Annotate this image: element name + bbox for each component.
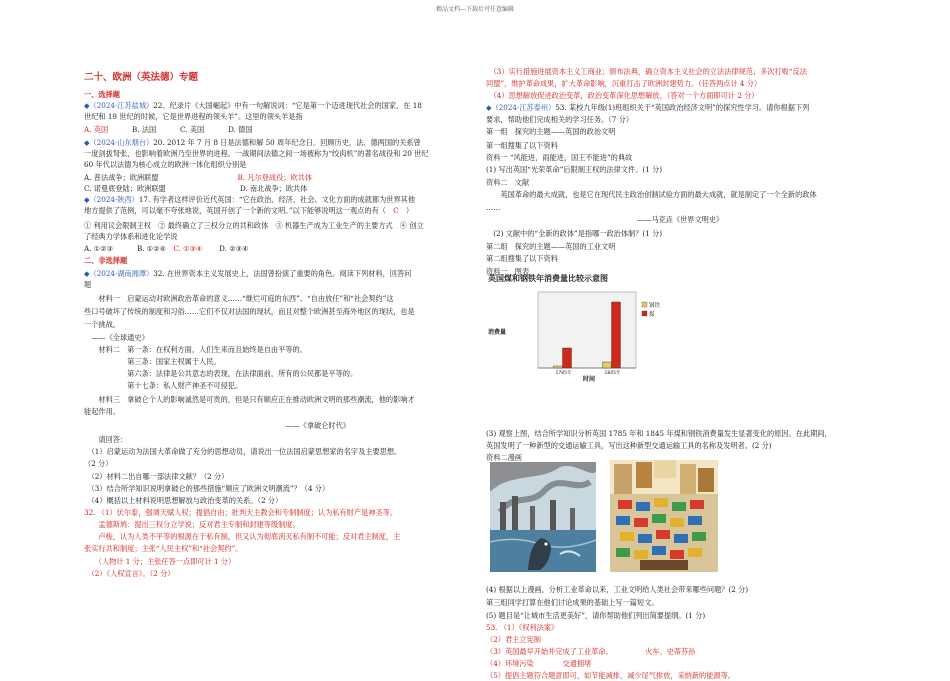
text-segment: ◆（2024·江苏盐城） (84, 101, 154, 110)
text-segment: 资料一 图表 (486, 267, 530, 276)
text-segment: 第三组同学打算在他们讨论成果的基础上写一篇短文。 (486, 598, 659, 607)
x-tick-label: 1845年 (604, 371, 621, 376)
right-line (486, 584, 748, 595)
text-segment: （2 分） (84, 459, 113, 468)
text-segment: （3）实行措施进展资本主义工商业；颁布法典，确立资本主义社会的立法法律规范；多次打败“反法 (486, 67, 807, 76)
text-segment: 第六条：法律是公共意志的表现，在法律面前，所有的公民都是平等的。 (84, 369, 358, 378)
left-line (84, 483, 329, 494)
left-line (84, 194, 415, 205)
right-line (486, 66, 807, 77)
left-line (84, 279, 91, 290)
left-line (84, 356, 221, 367)
text-segment: ——《全球通史》 (84, 333, 149, 342)
text-segment: 60 年代以法德为核心成立的欧洲一体化组织分别是 (84, 160, 247, 169)
text-segment: ◆（2024·陕西） (84, 195, 139, 204)
pollution-cartoon (490, 462, 596, 572)
right-line (486, 114, 633, 125)
left-line (84, 89, 120, 100)
right-line (486, 102, 809, 113)
text-segment: 卢梭，认为人类不平等的根源在于私有制，但又认为彻底消灭私有制不可能；反对君主制度，主 (84, 532, 401, 541)
right-line (486, 140, 558, 151)
text-segment: (5) 题目是“让城市生活更美好”，请你帮助他们列出简要提纲。(1 分) (486, 611, 706, 620)
left-line (84, 458, 112, 469)
left-line (84, 159, 246, 170)
left-line (84, 344, 307, 355)
text-segment: 资料二漫画 (486, 453, 522, 462)
text-segment: ——《拿破仑时代》 (84, 421, 350, 430)
legend-swatch (642, 302, 647, 307)
text-segment: 材料三 拿破仑个人的影响诚然是可贵的，但是只有顺应正在推动欧洲文明的那些潮流，他的影响才 (84, 395, 415, 404)
bar-钢铁 (554, 366, 563, 368)
text-segment: (2) 文献中的“全新的政体”是指哪一政治体制？(1 分) (486, 229, 663, 238)
text-segment: （2）《人权宣言》。（2 分） (84, 569, 175, 578)
text-segment: 能起作用。 (84, 407, 120, 416)
legend-label: 煤 (649, 312, 655, 318)
text-segment: ◆（2024·湖南湘潭） (84, 269, 154, 278)
text-segment: B. 法国 C. 美国 D. 德国 (108, 125, 253, 134)
text-segment: （2）材料二出自哪一部法律文献？（2 分） (84, 472, 229, 481)
text-segment: C. 诺曼底登陆；欧洲联盟 D. 南北战争；欧共体 (84, 184, 308, 193)
bar-煤 (563, 348, 572, 368)
right-line (486, 658, 591, 669)
text-segment: A. 英国 (84, 125, 109, 134)
text-segment: 第二组 探究的主题——英国的工业文明 (486, 242, 616, 251)
text-segment: 二十、欧洲（英法德）专题 (84, 72, 199, 83)
right-line (486, 610, 705, 621)
text-segment: 孟德斯鸠：提出三权分立学说；反对君主专制和封建等级制度。 (84, 520, 300, 529)
left-line (84, 332, 149, 343)
right-line (486, 90, 758, 101)
left-line (84, 172, 312, 183)
left-line (84, 111, 303, 122)
text-segment: 材料一 启蒙运动对欧洲政治革命的意义……“继烂可庭的东西”、“自由放任”和“社会契约”这 (84, 294, 394, 303)
left-line (84, 319, 120, 330)
text-segment: A. 普法战争；欧洲联盟 (84, 173, 238, 182)
left-line (84, 495, 282, 506)
text-segment: 一度剑拔弩张，也影响着欧洲乃至世界的进程。一战期间法德之间一场被称为“绞肉机”的著名战役和 20 世纪 (84, 149, 429, 158)
left-line (84, 368, 357, 379)
right-line (486, 189, 817, 200)
text-segment: 英国革命的最大成就，也是它在现代民主政治创制试验方面的最大成就，就是制定了一个全新的政体 (486, 190, 817, 199)
left-line (84, 531, 400, 542)
text-segment: 了经典力学体系和进化论学说 (84, 232, 178, 241)
right-line (486, 428, 832, 439)
right-line (486, 452, 522, 463)
text-segment: 一、选择题 (84, 90, 120, 99)
text-segment: …… (486, 203, 501, 212)
left-line (84, 446, 401, 457)
text-segment: 同盟”，维护革命成果，扩大革命影响，沉重打击了欧洲封建势力。（任答两点计 4 分） (486, 79, 762, 88)
left-line (84, 293, 394, 304)
text-segment: 资料一 “风能进，雨能进，国王不能进”的典故 (486, 153, 633, 162)
right-line (486, 78, 761, 89)
x-axis-label: 时间 (583, 376, 596, 382)
left-line (84, 420, 350, 431)
left-line (84, 255, 127, 266)
left-line (84, 543, 242, 554)
text-segment: 张实行共和制度；主张“人民主权”和“社会契约”。 (84, 544, 243, 553)
text-segment: 32. （1）伏尔泰，强调天赋人权；提倡自由；批判天主教会和专制制度；认为私有财产是神圣等。 (84, 508, 397, 517)
chart-title: 英国煤和钢铁年消费量比较示意图 (488, 274, 608, 283)
text-segment: A. ①②③ B. ①②④ (84, 244, 174, 253)
right-line (486, 622, 558, 633)
left-line (84, 406, 120, 417)
text-segment: 英国发明了一种新型的交通运输工具，写出这种新型交通运输工具的名称及发明者。(2 分) (486, 441, 772, 450)
text-segment: 53. 某校九年级(1)班组织关于“英国政治经济文明”的探究性学习。请你根据下列 (555, 103, 810, 112)
traffic-cartoon (610, 460, 718, 572)
left-line (84, 519, 300, 530)
text-segment: （3）英国最早开始并完成了工业革命。 火车、史蒂芬孙 (486, 647, 696, 656)
left-line (84, 434, 127, 445)
text-segment: 资料二 文献 (486, 178, 530, 187)
text-segment: （4）思想解放促进政治变革，政治变革深化思想解放。（答对一个方面即可计 2 分） (486, 91, 759, 100)
text-segment: ） (398, 206, 414, 215)
left-line (84, 507, 397, 518)
text-segment: ——马克垚《世界文明史》 (486, 215, 724, 224)
text-segment: （5）提倡主题符合题意即可，如节能减排，减少尾气排放，采纳新的能源等。 (486, 671, 735, 680)
text-segment: B. 凡尔登战役；欧共体 (237, 173, 313, 182)
right-line (486, 253, 558, 264)
text-segment: 二、非选择题 (84, 256, 128, 265)
right-line (486, 214, 723, 225)
right-line (486, 241, 615, 252)
text-segment: （2）君主立宪制 (486, 635, 541, 644)
text-segment: 一个挑战。 (84, 320, 120, 329)
text-segment: 22、纪录片《大国崛起》中有一句解说词：“它是第一个迈进现代社会的国家，在 18 (153, 101, 422, 110)
x-tick-label: 1785年 (555, 371, 572, 376)
text-segment: 材料二 第一条：在权利方面，人们生来而且始终是自由平等的。 (84, 345, 307, 354)
right-line (486, 177, 529, 188)
left-line (84, 124, 253, 135)
text-segment: D. ②③④ (202, 244, 249, 253)
left-line (84, 394, 415, 405)
left-line (84, 137, 421, 148)
text-segment: 地方提供了范例，可以毫不夸张地说，英国开创了一个新的文明。”以下能够说明这一观点的有（ (84, 206, 394, 215)
text-segment: （3）结合所学知识说明拿破仑的那些措施“顺应了欧洲文明潮流”？（4 分） (84, 484, 330, 493)
left-line (84, 100, 422, 111)
left-line (84, 556, 235, 567)
right-line (486, 228, 662, 239)
text-segment: 要求，帮助他们完成相关的学习任务。（7 分） (486, 115, 634, 124)
text-segment: (4) 根据以上漫画，分析工业革命以来，工业文明给人类社会带来哪些问题？(2 分) (486, 585, 749, 594)
text-segment: ◆（2024·山东烟台） (84, 138, 154, 147)
left-line (84, 220, 424, 231)
right-line (486, 634, 541, 645)
left-line (84, 205, 413, 216)
text-segment: 题 (84, 280, 92, 289)
left-line (84, 148, 429, 159)
right-line (486, 126, 615, 137)
y-axis-label: 消费量 (488, 329, 507, 336)
left-line (84, 568, 174, 579)
text-segment: 17. 有学者这样评价近代英国：“它在政治、经济、社会、文化方面的成就都为世界其他 (138, 195, 416, 204)
right-line (486, 266, 529, 277)
right-line (486, 646, 695, 657)
bar-钢铁 (603, 362, 612, 368)
bar-煤 (612, 302, 621, 368)
text-segment: ① 利用议会限制王权 ② 最终确立了三权分立的共和政体 ③ 机器生产成为工业生产的主要方式 ④ 创立 (84, 221, 424, 230)
text-segment: 32. 在世界资本主义发展史上，法国曾扮演了重要的角色。阅读下列材料，回答问 (153, 269, 412, 278)
legend-label: 钢铁 (649, 303, 661, 309)
right-line (486, 440, 772, 451)
left-line (84, 380, 242, 391)
text-segment: 世纪和 19 世纪的时候，它是世界进程的领头羊”。这里的领头羊是指 (84, 112, 303, 121)
text-segment: 请回答： (84, 435, 128, 444)
text-segment: 第三条：国家主权属于人民。 (84, 357, 221, 366)
legend-swatch (642, 311, 647, 316)
right-line (486, 202, 500, 213)
text-segment: （4）概括以上材料说明思想解放与政治变革的关系。（2 分） (84, 496, 283, 505)
coal-steel-chart (486, 272, 686, 382)
text-segment: （1）启蒙运动为法国大革命做了充分的思想动员，请说出一位法国启蒙思想家的名字及主要思想。 (84, 447, 402, 456)
right-line (486, 597, 659, 608)
text-segment: 20. 2012 年 7 月 8 日是法德和解 50 周年纪念日。回顾历史，法、德两国的关系曾 (153, 138, 421, 147)
text-segment: 第一组搜集了以下资料 (486, 141, 558, 150)
text-segment: (3) 观察上图，结合所学知识分析英国 1785 年和 1845 年煤和钢铁消费量发生显著变化的原因。在此期间， (486, 429, 832, 438)
left-line (84, 268, 411, 279)
text-segment: 第十七条：私人财产神圣不可侵犯。 (84, 381, 243, 390)
text-segment: （人物计 1 分；主张任答一点即可计 1 分） (84, 557, 236, 566)
right-line (486, 164, 662, 175)
left-line (84, 183, 307, 194)
text-segment: (1) 写出英国“光荣革命”后限制王权的法律文件。(1 分) (486, 165, 663, 174)
text-segment: 第一组 探究的主题——英国的政治文明 (486, 127, 616, 136)
left-line (84, 72, 198, 83)
text-segment: （4）环境污染 交通拥堵 (486, 659, 592, 668)
text-segment: 53. （1）《权利法案》 (486, 623, 559, 632)
plot-area (538, 292, 636, 368)
left-line (84, 306, 415, 317)
text-segment: ◆（2024·江苏泰州） (486, 103, 556, 112)
left-line (84, 231, 177, 242)
text-segment: 些口号破坏了传统的制度和习俗……它们不仅对法国的现状，而且对整个欧洲甚至海外地区的现状，也是 (84, 307, 415, 316)
text-segment: C. ①③④ (173, 244, 203, 253)
text-segment: C (393, 206, 399, 215)
left-line (84, 471, 228, 482)
left-line (84, 243, 249, 254)
text-segment: 第二组搜集了以下资料 (486, 254, 558, 263)
page-header: 精品文档---下载后可任意编辑 (435, 6, 515, 13)
right-line (486, 152, 632, 163)
